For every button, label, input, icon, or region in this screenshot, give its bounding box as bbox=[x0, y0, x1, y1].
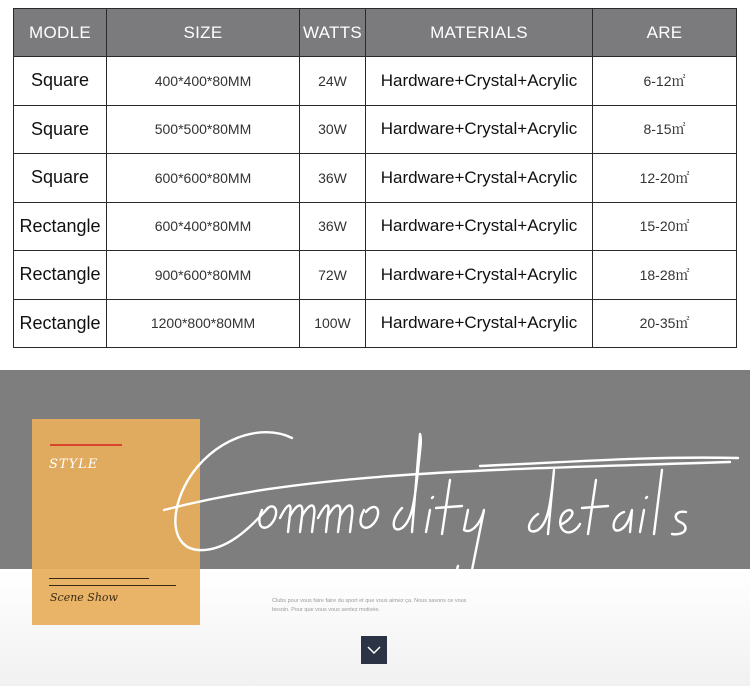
cell-model: Square bbox=[14, 154, 107, 203]
cell-materials: Hardware+Crystal+Acrylic bbox=[366, 154, 593, 203]
cell-area: 6-12㎡ bbox=[593, 57, 737, 106]
table-header-row bbox=[14, 9, 737, 57]
cell-materials: Hardware+Crystal+Acrylic bbox=[366, 299, 593, 348]
scroll-down-button[interactable] bbox=[361, 636, 387, 664]
cell-model: Square bbox=[14, 105, 107, 154]
header-model: MODLE bbox=[14, 9, 107, 57]
commodity-details-script-title bbox=[150, 410, 740, 580]
cell-watts: 24W bbox=[300, 57, 366, 106]
card-style-label: STYLE bbox=[49, 457, 99, 472]
cell-area: 20-35㎡ bbox=[593, 299, 737, 348]
cell-watts: 72W bbox=[300, 251, 366, 300]
cell-area: 18-28㎡ bbox=[593, 251, 737, 300]
card-divider bbox=[49, 585, 176, 586]
cell-size: 400*400*80MM bbox=[107, 57, 300, 106]
cell-size: 900*600*80MM bbox=[107, 251, 300, 300]
header-materials: MATERIALS bbox=[366, 9, 593, 57]
cell-watts: 100W bbox=[300, 299, 366, 348]
cell-area: 15-20㎡ bbox=[593, 202, 737, 251]
cell-model: Rectangle bbox=[14, 202, 107, 251]
cell-size: 600*600*80MM bbox=[107, 154, 300, 203]
table-row bbox=[14, 299, 737, 348]
cell-model: Rectangle bbox=[14, 251, 107, 300]
card-divider bbox=[49, 578, 149, 579]
card-scene-caption: Scene Show bbox=[50, 591, 118, 604]
table-row bbox=[14, 154, 737, 203]
chevron-down-icon bbox=[367, 641, 381, 659]
description-text: Clubs pour vous faire faire du sport et que vous aimez ça. Nous savons ce vous besoin. Pour que vous vous sentez motivée. bbox=[272, 598, 467, 613]
cell-materials: Hardware+Crystal+Acrylic bbox=[366, 57, 593, 106]
cell-materials: Hardware+Crystal+Acrylic bbox=[366, 202, 593, 251]
header-size: SIZE bbox=[107, 9, 300, 57]
cell-watts: 36W bbox=[300, 154, 366, 203]
cell-model: Square bbox=[14, 57, 107, 106]
table-row bbox=[14, 202, 737, 251]
header-watts: WATTS bbox=[300, 9, 366, 57]
cell-watts: 36W bbox=[300, 202, 366, 251]
table-row bbox=[14, 105, 737, 154]
cell-watts: 30W bbox=[300, 105, 366, 154]
cell-materials: Hardware+Crystal+Acrylic bbox=[366, 105, 593, 154]
cell-area: 12-20㎡ bbox=[593, 154, 737, 203]
cell-size: 600*400*80MM bbox=[107, 202, 300, 251]
cell-size: 500*500*80MM bbox=[107, 105, 300, 154]
table-row bbox=[14, 251, 737, 300]
cell-area: 8-15㎡ bbox=[593, 105, 737, 154]
spec-table bbox=[13, 8, 737, 348]
cell-size: 1200*800*80MM bbox=[107, 299, 300, 348]
card-accent-line bbox=[50, 444, 122, 446]
header-area: ARE bbox=[593, 9, 737, 57]
cell-model: Rectangle bbox=[14, 299, 107, 348]
table-row bbox=[14, 57, 737, 106]
cell-materials: Hardware+Crystal+Acrylic bbox=[366, 251, 593, 300]
